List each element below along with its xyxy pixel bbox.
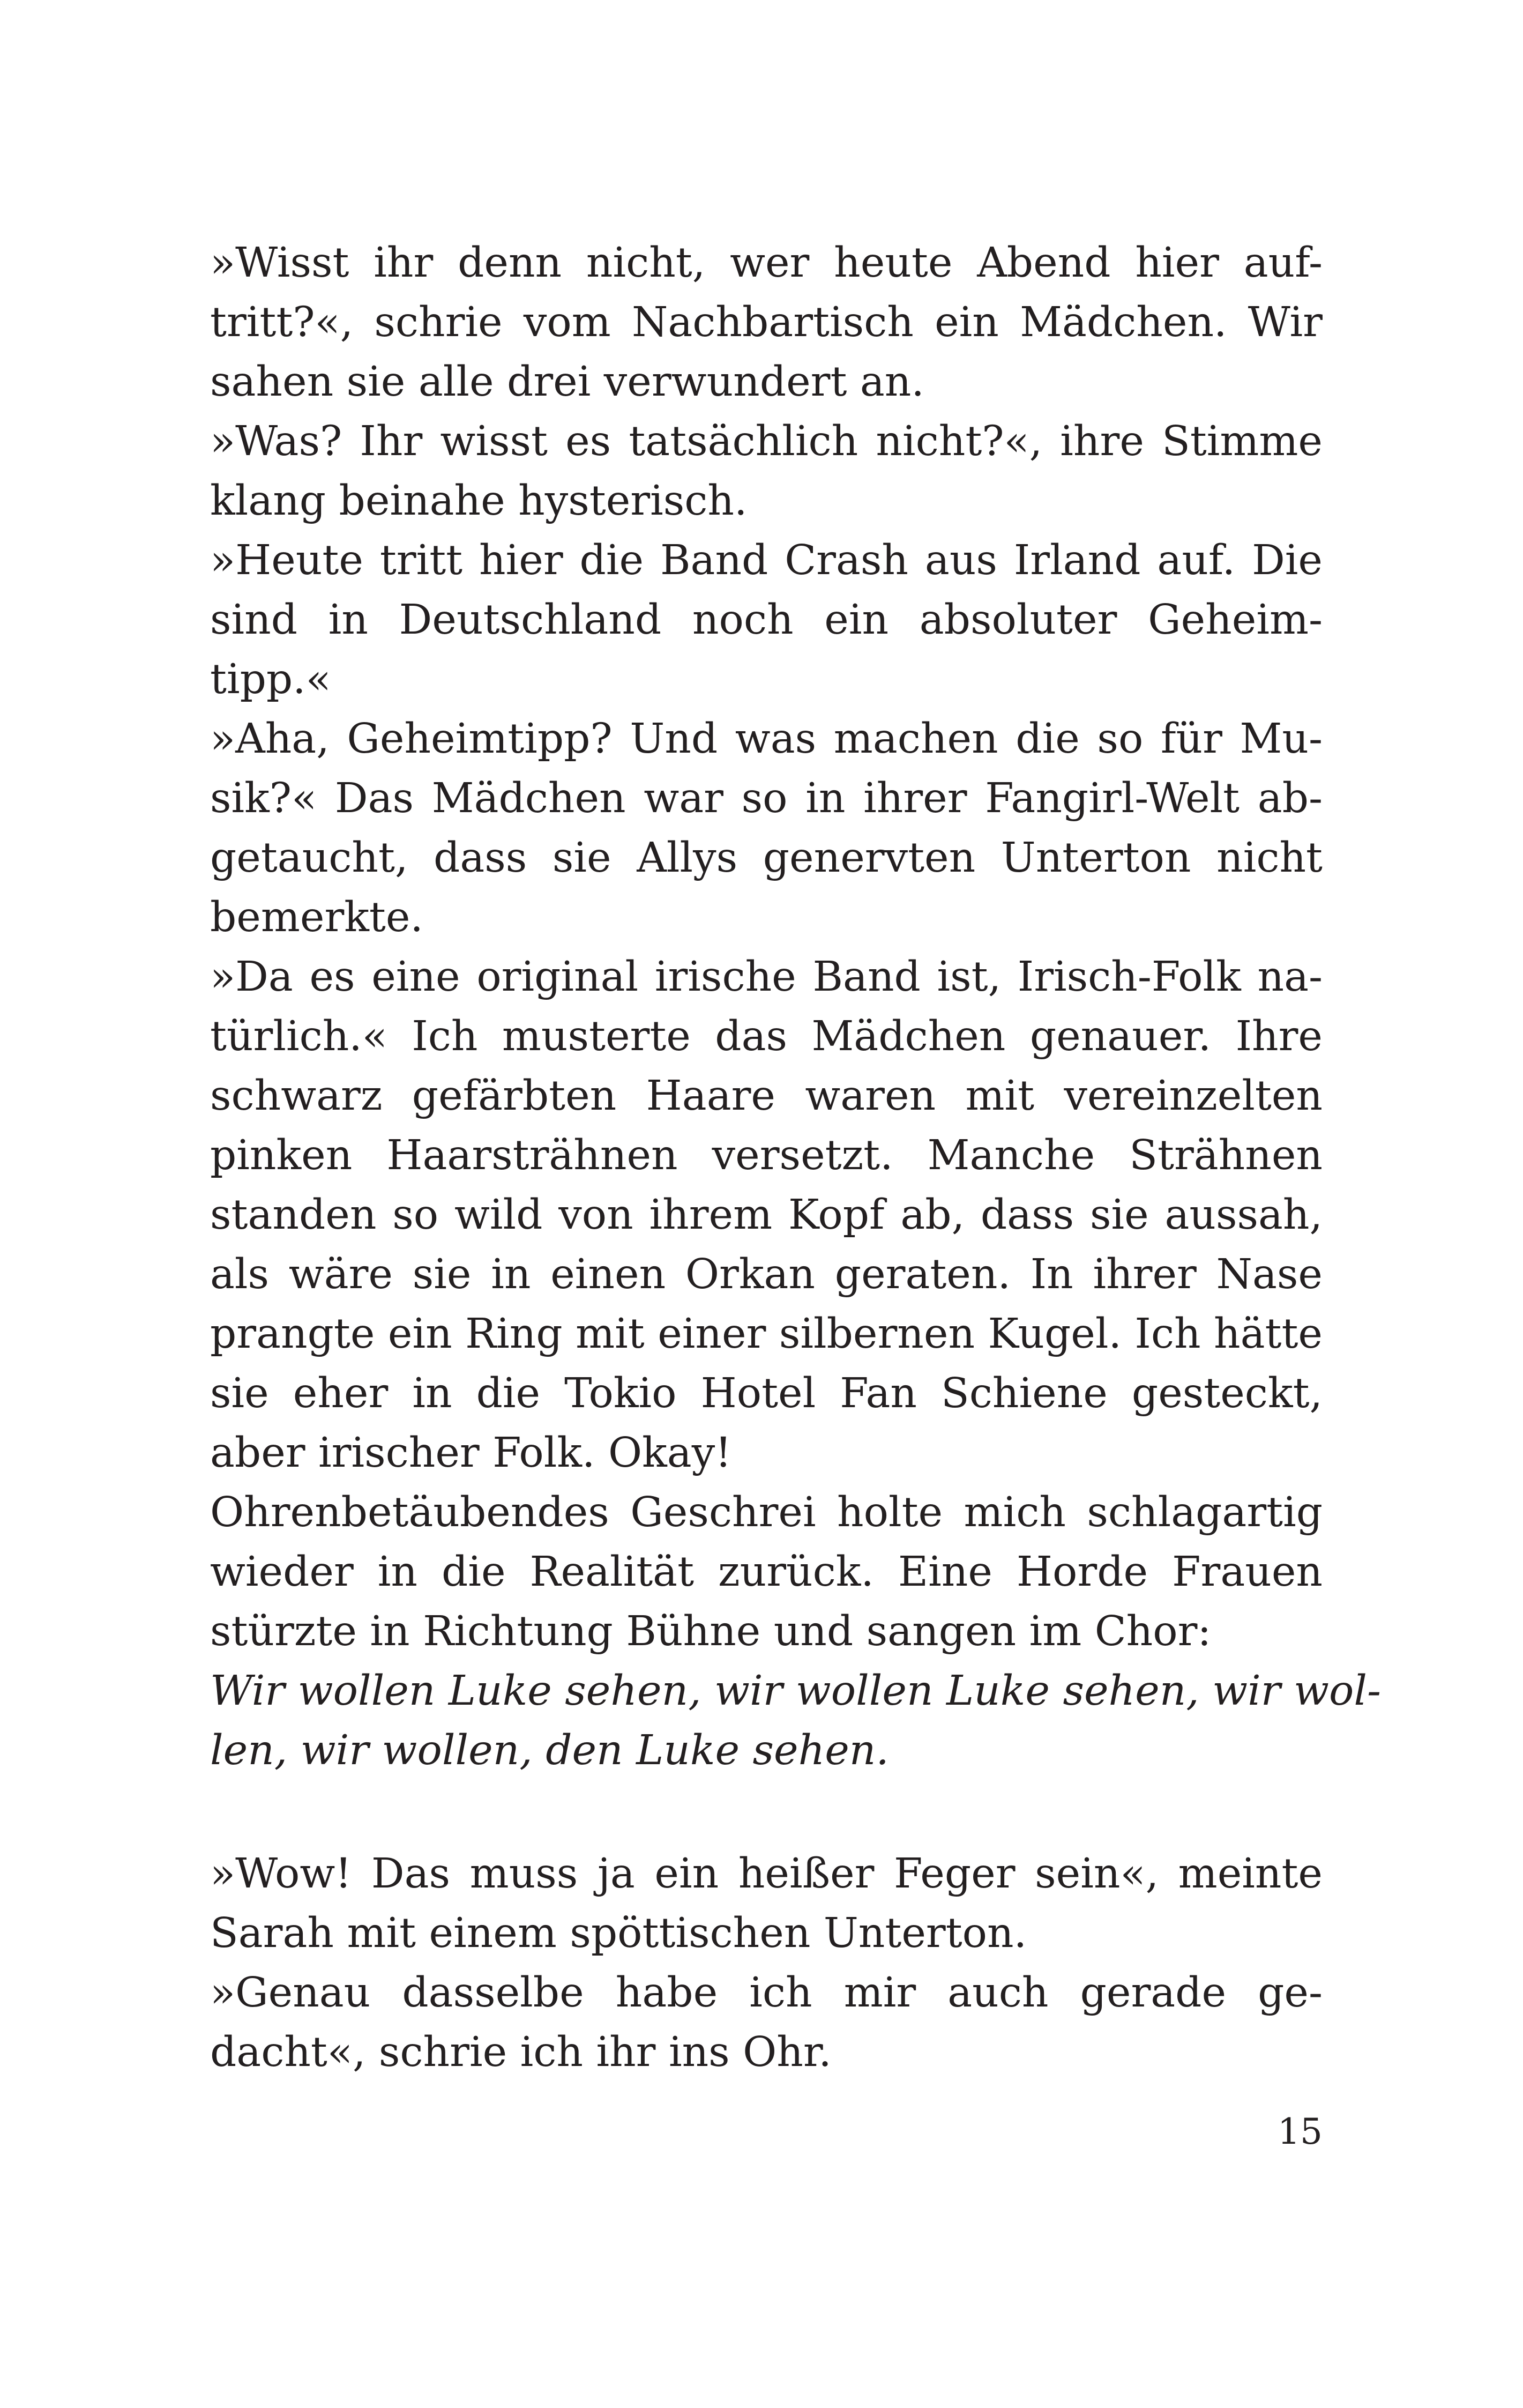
text-line: stürzte in Richtung Bühne und sangen im Chor: bbox=[210, 1608, 1212, 1655]
text-line: bemerkte. bbox=[210, 894, 423, 941]
text-line: türlich.« Ich musterte das Mädchen genauer. Ihre bbox=[210, 1013, 1323, 1060]
text-line: sie eher in die Tokio Hotel Fan Schiene gesteckt, bbox=[210, 1370, 1323, 1417]
page-number: 15 bbox=[1278, 2111, 1323, 2152]
paragraph bbox=[210, 947, 1323, 1483]
text-line: Wir wollen Luke sehen, wir wollen Luke sehen, wir wol- bbox=[210, 1667, 1381, 1715]
text-line: als wäre sie in einen Orkan geraten. In ihrer Nase bbox=[210, 1251, 1323, 1298]
text-line: pinken Haarsträhnen versetzt. Manche Strähnen bbox=[210, 1132, 1323, 1179]
text-line: »Wow! Das muss ja ein heißer Feger sein«, meinte bbox=[210, 1850, 1323, 1898]
paragraph bbox=[210, 412, 1323, 531]
text-line: standen so wild von ihrem Kopf ab, dass sie aussah, bbox=[210, 1191, 1323, 1239]
section-break bbox=[210, 1780, 1323, 1844]
text-line: »Was? Ihr wisst es tatsächlich nicht?«, ihre Stimme bbox=[210, 418, 1323, 465]
text-line: sahen sie alle drei verwundert an. bbox=[210, 358, 924, 406]
text-line: »Wisst ihr denn nicht, wer heute Abend hier auf- bbox=[210, 239, 1323, 287]
text-line: Ohrenbetäubendes Geschrei holte mich schlagartig bbox=[210, 1489, 1323, 1536]
text-line: Sarah mit einem spöttischen Unterton. bbox=[210, 1909, 1027, 1957]
paragraph bbox=[210, 709, 1323, 947]
text-line: prangte ein Ring mit einer silbernen Kugel. Ich hätte bbox=[210, 1310, 1323, 1358]
text-line: klang beinahe hysterisch. bbox=[210, 477, 748, 525]
text-line: tipp.« bbox=[210, 656, 331, 703]
text-line: aber irischer Folk. Okay! bbox=[210, 1429, 732, 1477]
paragraph bbox=[210, 1483, 1323, 1661]
paragraph bbox=[210, 531, 1323, 709]
text-line: wieder in die Realität zurück. Eine Horde Frauen bbox=[210, 1548, 1323, 1596]
text-line: »Genau dasselbe habe ich mir auch gerade ge- bbox=[210, 1969, 1323, 2017]
text-line: dacht«, schrie ich ihr ins Ohr. bbox=[210, 2028, 832, 2076]
italic-chant bbox=[210, 1661, 1381, 1780]
text-line: tritt?«, schrie vom Nachbartisch ein Mädchen. Wir bbox=[210, 299, 1323, 346]
page-body bbox=[210, 233, 1381, 2082]
text-line: »Da es eine original irische Band ist, Irisch-Folk na- bbox=[210, 953, 1323, 1001]
text-line: schwarz gefärbten Haare waren mit vereinzelten bbox=[210, 1072, 1323, 1120]
text-line: getaucht, dass sie Allys genervten Unterton nicht bbox=[210, 834, 1323, 882]
text-line: sind in Deutschland noch ein absoluter Geheim- bbox=[210, 596, 1323, 644]
text-line: sik?« Das Mädchen war so in ihrer Fangirl-Welt ab- bbox=[210, 775, 1323, 822]
paragraph bbox=[210, 1844, 1323, 1963]
text-line: len, wir wollen, den Luke sehen. bbox=[210, 1727, 889, 1774]
text-line: »Heute tritt hier die Band Crash aus Irland auf. Die bbox=[210, 537, 1323, 584]
paragraph bbox=[210, 1963, 1323, 2082]
paragraph bbox=[210, 233, 1323, 412]
text-line: »Aha, Geheimtipp? Und was machen die so für Mu- bbox=[210, 715, 1323, 763]
